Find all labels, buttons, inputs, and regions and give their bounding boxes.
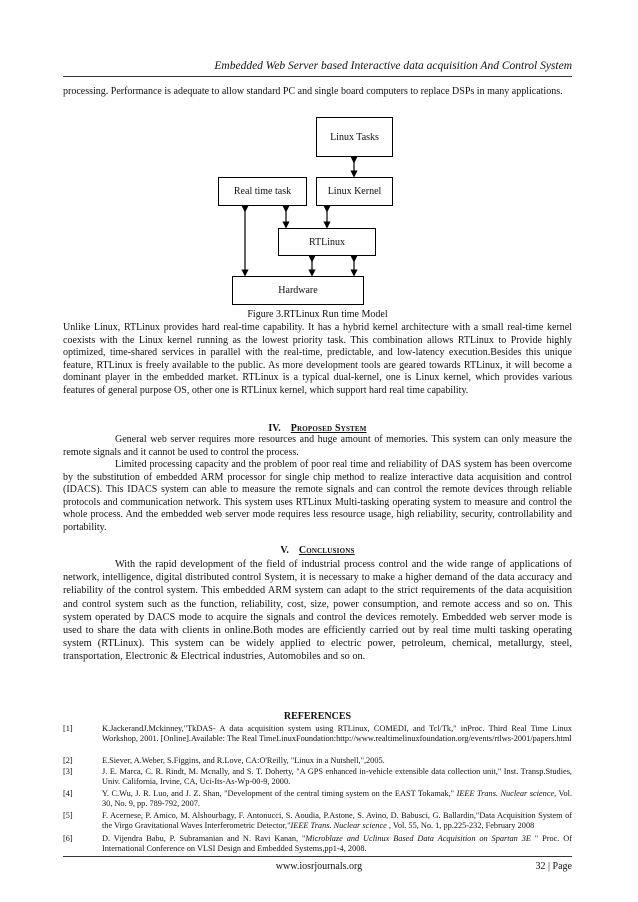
reference-number: [5] xyxy=(63,811,73,820)
section-number: IV. xyxy=(268,423,281,434)
reference-number: [3] xyxy=(63,767,73,776)
box-rtlinux: RTLinux xyxy=(278,228,376,256)
reference-text: Y. C.Wu, J. R. Luo, and J. Z. Shan, "Development of the central timing system on the EAST Tokamak," IEEE Trans. Nuclear science, Vol. 30, No. 9, pp. 789-792, 2007. xyxy=(102,789,572,809)
section-title: Proposed System xyxy=(290,423,367,434)
intro-paragraph: processing. Performance is adequate to allow standard PC and single board computers to replace DSPs in many applications. xyxy=(63,86,563,97)
proposed-paragraph-2: Limited processing capacity and the problem of poor real time and reliability of DAS system has been overcome by the substitution of embedded ARM processor for single chip method to realize interactive data acquisition and control (IDACS). This IDACS system can able to measure the remote signals and can control the remote devices through reliable protocols and communication network. This system uses RTLinux Multi-tasking operating system to measure and control the whole process. And the embedded web server mode requires less resource usage, high reliability, security, controllability and portability. xyxy=(63,459,572,533)
box-real-time-task: Real time task xyxy=(218,177,307,206)
diagram-arrows xyxy=(0,0,638,320)
section-number: V. xyxy=(280,545,289,556)
section-heading-conclusions xyxy=(63,545,572,556)
footer-url: www.iosrjournals.org xyxy=(275,861,363,872)
section-heading-proposed-system xyxy=(63,423,572,434)
figure-caption: Figure 3.RTLinux Run time Model xyxy=(247,309,388,320)
box-linux-tasks: Linux Tasks xyxy=(316,117,393,157)
reference-item xyxy=(63,811,572,832)
reference-item xyxy=(63,756,572,766)
reference-item xyxy=(63,767,572,788)
running-header: Embedded Web Server based Interactive data acquisition And Control System xyxy=(214,60,572,72)
references-title: REFERENCES xyxy=(283,711,352,722)
reference-number: [4] xyxy=(63,789,73,798)
rtlinux-paragraph: Unlike Linux, RTLinux provides hard real-time capability. It has a hybrid kernel architecture with a small real-time kernel coexists with the Linux kernel running as the lowest priority task. This combination allows RTLinux to Provide highly optimized, time-shared services in parallel with the real-time, predictable, and low-latency execution.Besides this unique feature, RTLinux is freely available to the public. As more development tools are geared towards RTLinux, it will become a dominant player in the embedded market. RTLinux is a typical dual-kernel, one is Linux kernel, which provides various features of general purpose OS, other one is RTLinux kernel, which support hard real time capability. xyxy=(63,322,572,396)
page-number: 32 | Page xyxy=(535,861,572,872)
reference-item xyxy=(63,789,572,810)
reference-text: J. E. Marca, C. R. Rindt, M. Mcnally, and S. T. Doherty, "A GPS enhanced in-vehicle extensible data collection unit," Inst. Transp.Studies, Univ. California, Irvine, CA, Uci-Its-As-Wp-00-9, 2000. xyxy=(102,767,572,787)
reference-text: D. Vijendra Babu, P. Subramanian and N. Ravi Kanan, "Microblaze and Uclinux Based Data Acquisition on Spartan 3E " Proc. Of International Conference on VLSI Design and Embedded Systems,pp1-4, 2008. xyxy=(102,834,572,854)
proposed-paragraph-1: General web server requires more resources and huge amount of memories. This system can only measure the remote signals and it cannot be used to control the process. xyxy=(63,434,572,458)
box-hardware: Hardware xyxy=(232,276,364,305)
conclusions-paragraph: With the rapid development of the field of industrial process control and the wide range of applications of network, intelligence, digital distributed control System, it is necessary to make a higher demand of the data accuracy and reliability of the control system. This embedded ARM system can adapt to the strict requirements of the data acquisition and control system such as the function, reliability, cost, size, power consumption, and remote access and so on. This system operated by DACS mode to acquire the signals and control the devices remotely. Embedded web server mode is used to share the data with clients in online.Both modes are efficiently carried out by real time multi tasking operating system (RTLinux). This system can be widely applied to electric power, petroleum, chemical, metallurgy, steel, transportation, Electronic & Electrical industries, Automobiles and so on. xyxy=(63,559,572,663)
reference-number: [6] xyxy=(63,834,73,843)
reference-number: [2] xyxy=(63,756,73,765)
reference-text: E.Siever, A.Weber, S.Figgins, and R.Love, CA:O'Reilly, "Linux in a Nutshell,",2005. xyxy=(102,756,385,765)
reference-text: F. Acernese, P. Amico, M. Alshourbagy, F. Antonucci, S. Aoudia, P.Astone, S. Avino, D. Babusci, G. Ballardin,"Data Acquisition System of the Virgo Gravitational Waves Interferometric Detector,"IEEE Trans. Nuclear science , Vol. 55, No. 1, pp.225-232, February 2008 xyxy=(102,811,572,831)
footer-divider xyxy=(63,856,572,857)
reference-item xyxy=(63,834,572,855)
box-linux-kernel: Linux Kernel xyxy=(316,177,393,206)
reference-text: K.JackerandJ.Mckinney,"TkDAS- A data acquisition system using RTLinux, COMEDI, and Tcl/Tk," inProc. Third Real Time Linux Workshop, 2001. [Online].Available: The Real TimeLinuxFoundation:http://www.realtimelinuxfoundation.org/events/rtlws-2001/papers.html xyxy=(102,724,572,744)
reference-item xyxy=(63,724,572,745)
reference-number: [1] xyxy=(63,724,73,733)
section-title: Conclusions xyxy=(298,545,355,556)
